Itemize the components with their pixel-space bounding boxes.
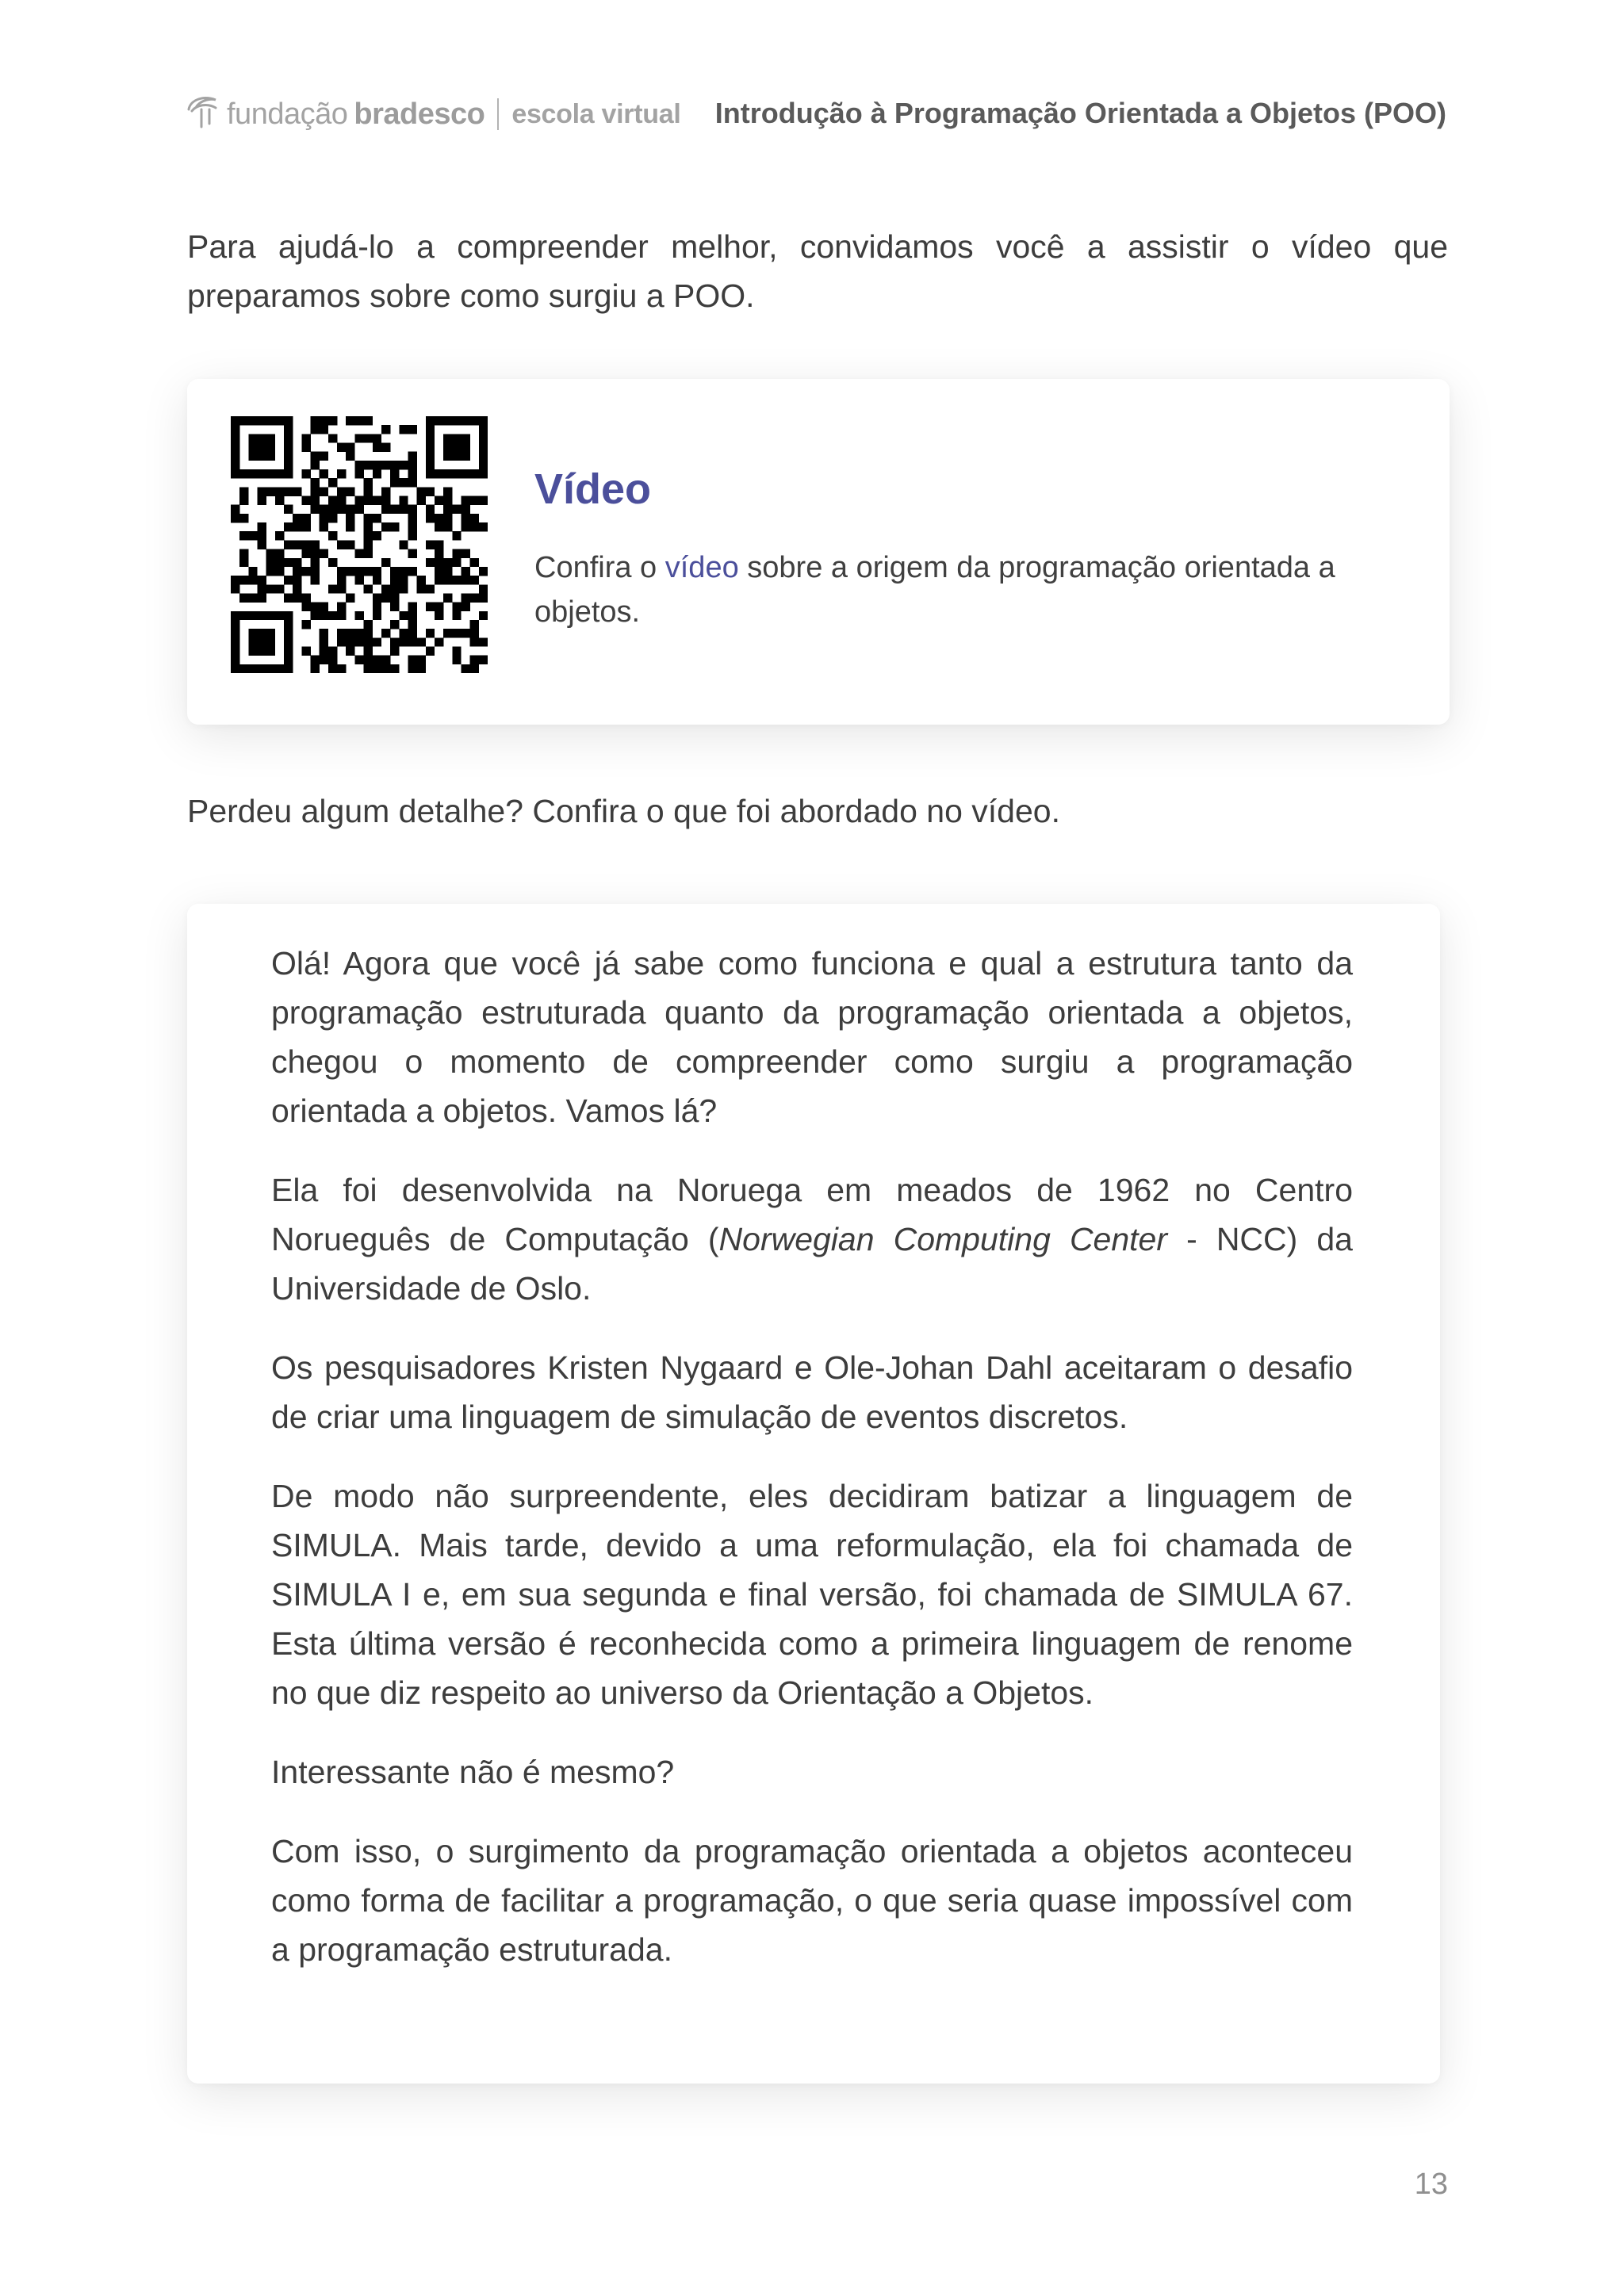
transcript-paragraph-6: Com isso, o surgimento da programação orientada a objetos aconteceu como forma de facilitar a programação, o que seria quase impossível com a programação estruturada. (271, 1833, 1353, 1968)
qr-code-icon[interactable] (231, 416, 488, 673)
transcript-p2-after: - NCC) da Universidade de Oslo. (271, 1221, 1353, 1307)
video-link[interactable]: vídeo (665, 551, 739, 584)
brand-logo (184, 90, 680, 138)
transcript-paragraph-2 (271, 1165, 1353, 1313)
intro-paragraph: Para ajudá-lo a compreender melhor, convidamos você a assistir o vídeo que preparamos sobre como surgiu a POO. (187, 228, 1448, 314)
video-card (187, 379, 1450, 725)
page-number: 13 (1414, 2168, 1448, 2201)
bradesco-tree-icon (184, 92, 222, 130)
video-description (534, 545, 1399, 634)
transcript-p2-italic: Norwegian Computing Center (718, 1221, 1168, 1257)
transcript-paragraph-3: Os pesquisadores Kristen Nygaard e Ole-Johan Dahl aceitaram o desafio de criar uma linguagem de simulação de eventos discretos. (271, 1349, 1353, 1435)
video-desc-after: sobre a origem da programação orientada a objetos. (534, 551, 1335, 629)
course-title: Introdução à Programação Orientada a Objetos (POO) (714, 97, 1446, 129)
brand-fundacao-text: fundação (227, 97, 348, 131)
transcript-card (187, 904, 1440, 2084)
brand-escola-text: escola virtual (511, 98, 681, 129)
transcript-p2-before: Ela foi desenvolvida na Noruega em meados de 1962 no Centro Norueguês de Computação ( (271, 1172, 1353, 1257)
transcript-paragraph-5: Interessante não é mesmo? (271, 1754, 675, 1790)
video-title: Vídeo (534, 465, 652, 513)
brand-bradesco-text: bradesco (354, 97, 485, 131)
transcript-paragraph-1: Olá! Agora que você já sabe como funciona e qual a estrutura tanto da programação estruturada quanto da programação orientada a objetos, chegou o momento de compreender como surgiu a programação orientada a objetos. Vamos lá? (271, 945, 1353, 1129)
video-desc-before: Confira o (534, 551, 665, 584)
brand-divider (497, 98, 499, 130)
page-header (184, 86, 1446, 149)
lead-paragraph: Perdeu algum detalhe? Confira o que foi abordado no vídeo. (187, 793, 1060, 829)
transcript-paragraph-4: De modo não surpreendente, eles decidiram batizar a linguagem de SIMULA. Mais tarde, devido a uma reformulação, ela foi chamada de SIMULA I e, em sua segunda e final versão, foi chamada de SIMULA 67. Esta última versão é reconhecida como a primeira linguagem de renome no que diz respeito ao universo da Orientação a Objetos. (271, 1478, 1353, 1711)
transcript-body (271, 939, 1353, 2004)
